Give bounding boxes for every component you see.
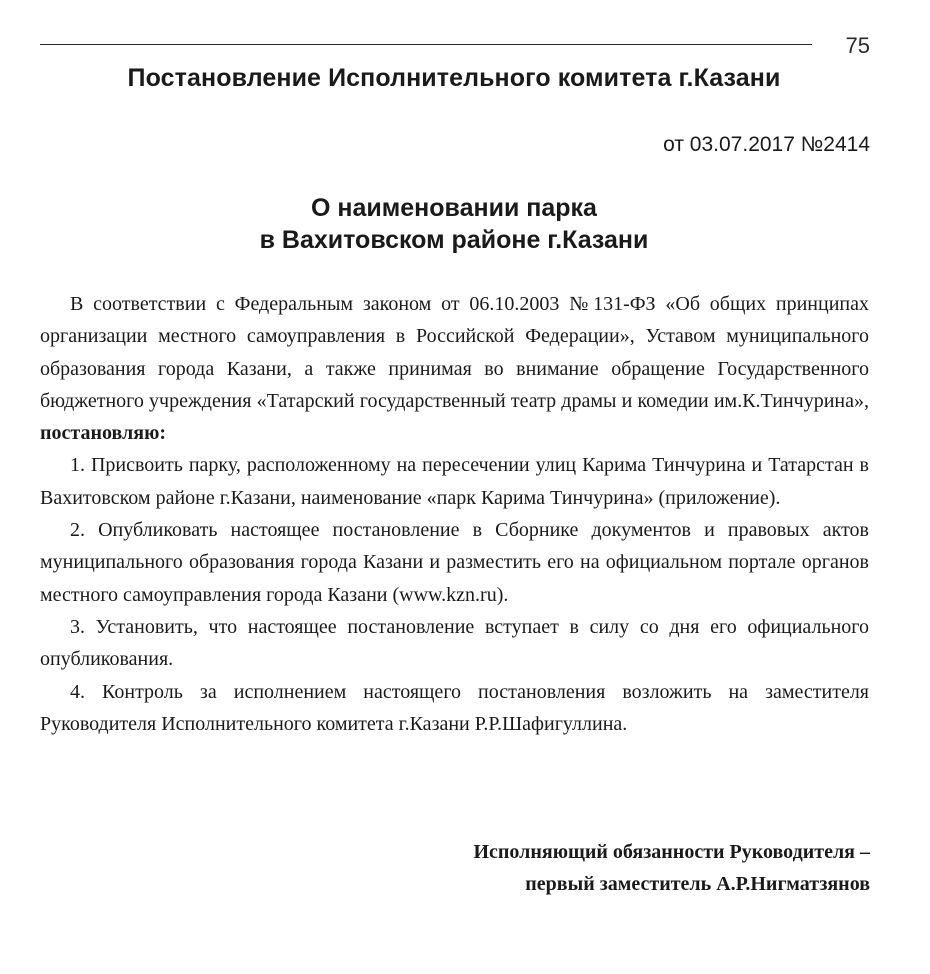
item-4: 4. Контроль за исполнением настоящего постановления возложить на заместителя Руководителя Исполнительного комитета г.Казани Р.Р.Шафигуллина.	[40, 680, 869, 735]
item-2: 2. Опубликовать настоящее постановление в Сборнике документов и правовых актов муниципального образования города Казани и разместить его на официальном портале органов местного самоуправления города Казани (www.kzn.ru).	[40, 519, 869, 606]
signature-line-1: Исполняющий обязанности Руководителя –	[473, 841, 870, 863]
page-number: 75	[845, 33, 870, 58]
document-body	[40, 288, 869, 740]
subject-line-2: в Вахитовском районе г.Казани	[259, 226, 649, 254]
header-rule	[40, 44, 812, 45]
preamble-text: В соответствии с Федеральным законом от 06.10.2003 №131-ФЗ «Об общих принципах организации местного самоуправления в Российской Федерации», Уставом муниципального образования города Казани, а также принимая во внимание обращение Государственного бюджетного учреждения «Татарский государственный театр драмы и комедии им.К.Тинчурина»,	[40, 293, 869, 412]
subject-line-1: О наименовании парка	[311, 194, 597, 222]
document-subject	[0, 192, 908, 256]
item-3: 3. Установить, что настоящее постановление вступает в силу со дня его официального опубликования.	[40, 615, 869, 671]
document-date: от 03.07.2017 №2414	[663, 133, 870, 156]
signature-line-2: первый заместитель А.Р.Нигматзянов	[525, 873, 870, 895]
item-1: 1. Присвоить парку, расположенному на пересечении улиц Карима Тинчурина и Татарстан в Вахитовском районе г.Казани, наименование «парк Карима Тинчурина» (приложение).	[40, 454, 869, 509]
document-title: Постановление Исполнительного комитета г.Казани	[127, 64, 781, 92]
signature-block	[473, 836, 870, 900]
preamble-paragraph	[40, 288, 869, 449]
resolution-word: постановляю:	[40, 422, 167, 445]
